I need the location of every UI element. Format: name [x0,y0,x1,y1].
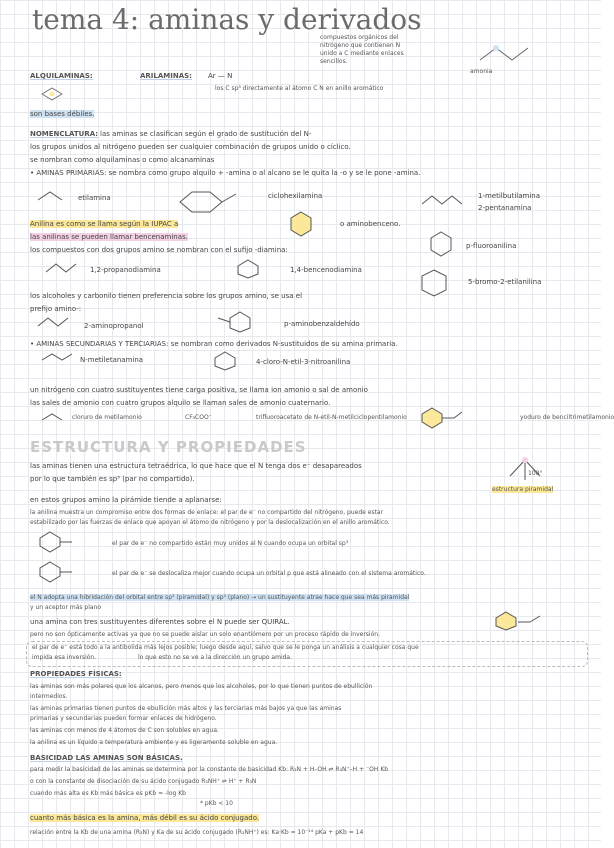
estructura-line2: por lo que también es sp³ (par no compartido). [30,475,195,483]
bromoethylaniline-structure [412,264,462,304]
estructura-piramidal: estructura piramidal [492,486,554,493]
amino-example-2: p-aminobenzaldehído [284,320,360,328]
aniline-sp2-structure [38,560,88,582]
example-etilamina: etilamina [78,194,111,202]
propiedades-p3: las aminas primarias tienen puntos de ebullición más altos y las terciarias más bajos ya que las aminas [30,705,342,712]
aniline-sp3-structure [38,530,88,552]
nitrogeno-line: un nitrógeno con cuatro sustituyentes tiene carga positiva, se llama ion amonio o sal de amonio [30,386,368,394]
chiral-amine-structure [494,610,564,630]
example-metilbutilamina: 1-metilbutilamina [478,192,541,200]
methylbutylamine-structure [420,184,470,214]
aminopropanol-structure [36,314,76,330]
intro-line-4: sencillos. [320,58,348,65]
propiedades-p6: la anilina es un líquido a temperatura ambiente y es ligeramente soluble en agua. [30,739,278,746]
sec-example-2: 4-cloro-N-etil-3-nitroanilina [256,358,351,366]
ethylamine-structure [36,188,76,204]
alquilaminas-label: ALQUILAMINAS: [30,72,93,80]
aniline-structure [288,210,314,236]
benzyltrimethylammonium-structure [420,406,470,430]
propiedades-p4: primarias y secundarias pueden formar enlaces de hidrógeno. [30,715,217,722]
cf3coo: CF₃COO⁻ [185,414,212,421]
arilaminas-note: los C sp³ directamente al átomo C N en anillo aromático [215,85,384,92]
basicidad-b3: cuando más alta es Kb más básica es pKb = -log Kb [30,790,186,797]
anilina-line: Anilina es como se llama según la IUPAC a [30,220,179,228]
final-f1: cuanto más básica es la amina, más débil es su ácido conjugado. [30,814,260,822]
estructura-heading: ESTRUCTURA Y PROPIEDADES [30,438,307,456]
basicidad-b1: para medir la basicidad de las aminas se determina por la constante de basicidad Kb: R₃N + H–OH ⇌ R₃N⁺–H + ⁻OH Kb [30,766,389,773]
alcoholes-line: los alcoholes y carbonilo tienen preferencia sobre los grupos amino, se usa el [30,292,303,300]
propiedades-p5: las aminas con menos de 4 átomos de C son solubles en agua. [30,727,219,734]
example-ciclohexilamina: ciclohexilamina [268,192,323,200]
diamina-1: 1,2-propanodiamina [90,266,161,274]
methylammonium-structure [38,408,68,428]
estructura-line3: en estos grupos amino la pirámide tiende a aplanarse: [30,496,222,504]
anilina-line2: las anilinas se pueden llamar bencenaminas. [30,233,188,241]
sales-line: las sales de amonio con cuatro grupos alquilo se llaman sales de amonio cuaternario. [30,399,331,407]
bromo-etilanilina: 5-bromo-2-etilanilina [468,278,542,286]
estructura-line4: la anilina muestra un compromiso entre dos formas de enlace: el par de e⁻ no compartido del nitrógeno, puede estar [30,509,384,516]
propiedades-p1: las aminas son más polares que los alcanos, pero menos que los alcoholes, por lo que tienen puntos de ebullición [30,683,373,690]
intro-line-3: unido a C mediante enlaces [320,50,404,57]
nomenclatura-line1: las aminas se clasifican según el grado de sustitución del N- [100,130,312,138]
estructura-line8: una amina con tres sustituyentes diferentes sobre el N puede ser QUIRAL. [30,618,290,626]
tetrahedral-structure [500,454,550,484]
sales-example-3: yoduro de benciltrimetilamonio [520,414,614,421]
box-line-3: lo que esto no se ve a la dirección un grupo amida. [138,654,292,661]
nomenclatura-line3: se nombran como alquilaminas o como alcanaminas [30,156,215,164]
final-f2: relación entre la Kb de una amina (R₃N) y Ka de su ácido conjugado (R₃NH⁺) es: Ka·Kb = 10⁻¹⁴ pKa + pKb = 14 [30,829,364,836]
chloronitroaniline-structure [200,350,250,370]
example-pentanamina: 2-pentanamina [478,204,532,212]
estructura-line1: las aminas tienen una estructura tetraédrica, lo que hace que el N tenga dos e⁻ desapareados [30,462,362,470]
nomenclatura-label: NOMENCLATURA: [30,130,99,138]
page-title: tema 4: aminas y derivados [32,3,422,36]
propiedades-label: PROPIEDADES FÍSICAS: [30,670,122,678]
box-line-1: el par de e⁻ está todo a la antibolida más lejos posible; luego desde aquí, salvo que se le ponga un análisis a cualquier cosa que [32,644,419,651]
par-electrones-1: el par de e⁻ no compartido están muy unidos al N cuando ocupa un orbital sp³ [112,540,349,547]
basicidad-b4: * pKb < 10 [200,800,233,807]
sec-example-1: N-metiletanamina [80,356,144,364]
bases-debiles: son bases débiles. [30,110,95,118]
aryl-formula: Ar — N [208,72,233,80]
diamina-2: 1,4-bencenodiamina [290,266,362,274]
prefijo-amino: prefijo amino-: [30,305,82,313]
ammonia-label: amonia [470,68,493,75]
amine-structure-icon [38,82,78,106]
cyclohexylamine-structure [170,180,250,216]
box-line-2: impida esa inversión. [32,654,97,661]
sales-example-2: trifluoroacetato de N-etil-N-metilciclopentilamonio [256,414,407,421]
estructura-line9: pero no son ópticamente activas ya que no se puede aislar un solo enantiómero por un proceso rápido de inversión. [30,631,380,638]
basicidad-b2: o con la constante de disociación de su ácido conjugado R₃NH⁺ ⇌ H⁺ + R₃N [30,778,257,785]
compuestos-diamina-line: los compuestos con dos grupos amino se nombran con el sufijo -diamina: [30,246,288,254]
basicidad-label: BASICIDAD LAS AMINAS SON BÁSICAS. [30,754,183,762]
intro-line-1: compuestos orgánicos del [320,34,399,41]
nomenclatura-primarias: • AMINAS PRIMARIAS: se nombra como grupo alquilo + -amina o al alcano se le quita la -o y se le pone -amina. [30,169,421,177]
para-fluoroanilina: p-fluoroanilina [466,242,517,250]
propiedades-p2: intermedios. [30,693,68,700]
arilaminas-label: ARILAMINAS: [140,72,192,80]
par-electrones-2: el par de e⁻ se deslocaliza mejor cuando ocupa un orbital p que está alineado con el sistema aromático. [112,570,426,577]
intro-line-2: nitrógeno que contienen N [320,42,401,49]
secundarias-line: • AMINAS SECUNDARIAS Y TERCIARIAS: se nombran como derivados N-sustituidos de su amina primaria. [30,340,398,348]
estructura-line5: estabilizado por las fuerzas de enlace que apoyan el átomo de nitrógeno y por la deslocalización en el anillo aromático. [30,519,390,526]
benzenediamine-structure [218,258,278,278]
estructura-line7: y un aceptor más plano [30,604,102,611]
methylethanamine-structure [40,350,80,364]
sales-example-1: cloruro de metilamonio [72,414,142,421]
propanediamine-structure [44,260,84,276]
aminobenzaldehyde-structure [200,310,270,334]
estructura-line6: el N adopta una hibridación del orbital entre sp³ (piramidal) y sp² (plano) → un sustituyente atrae hace que sea más piramidal [30,594,410,601]
bond-angle: 108° [528,470,543,477]
amino-example-1: 2-aminopropanol [84,322,144,330]
fluoroaniline-structure [428,226,454,266]
bencenamina: o aminobenceno. [340,220,401,228]
nomenclatura-line2: los grupos unidos al nitrógeno pueden ser cualquier combinación de grupos unido o cíclico. [30,143,351,151]
